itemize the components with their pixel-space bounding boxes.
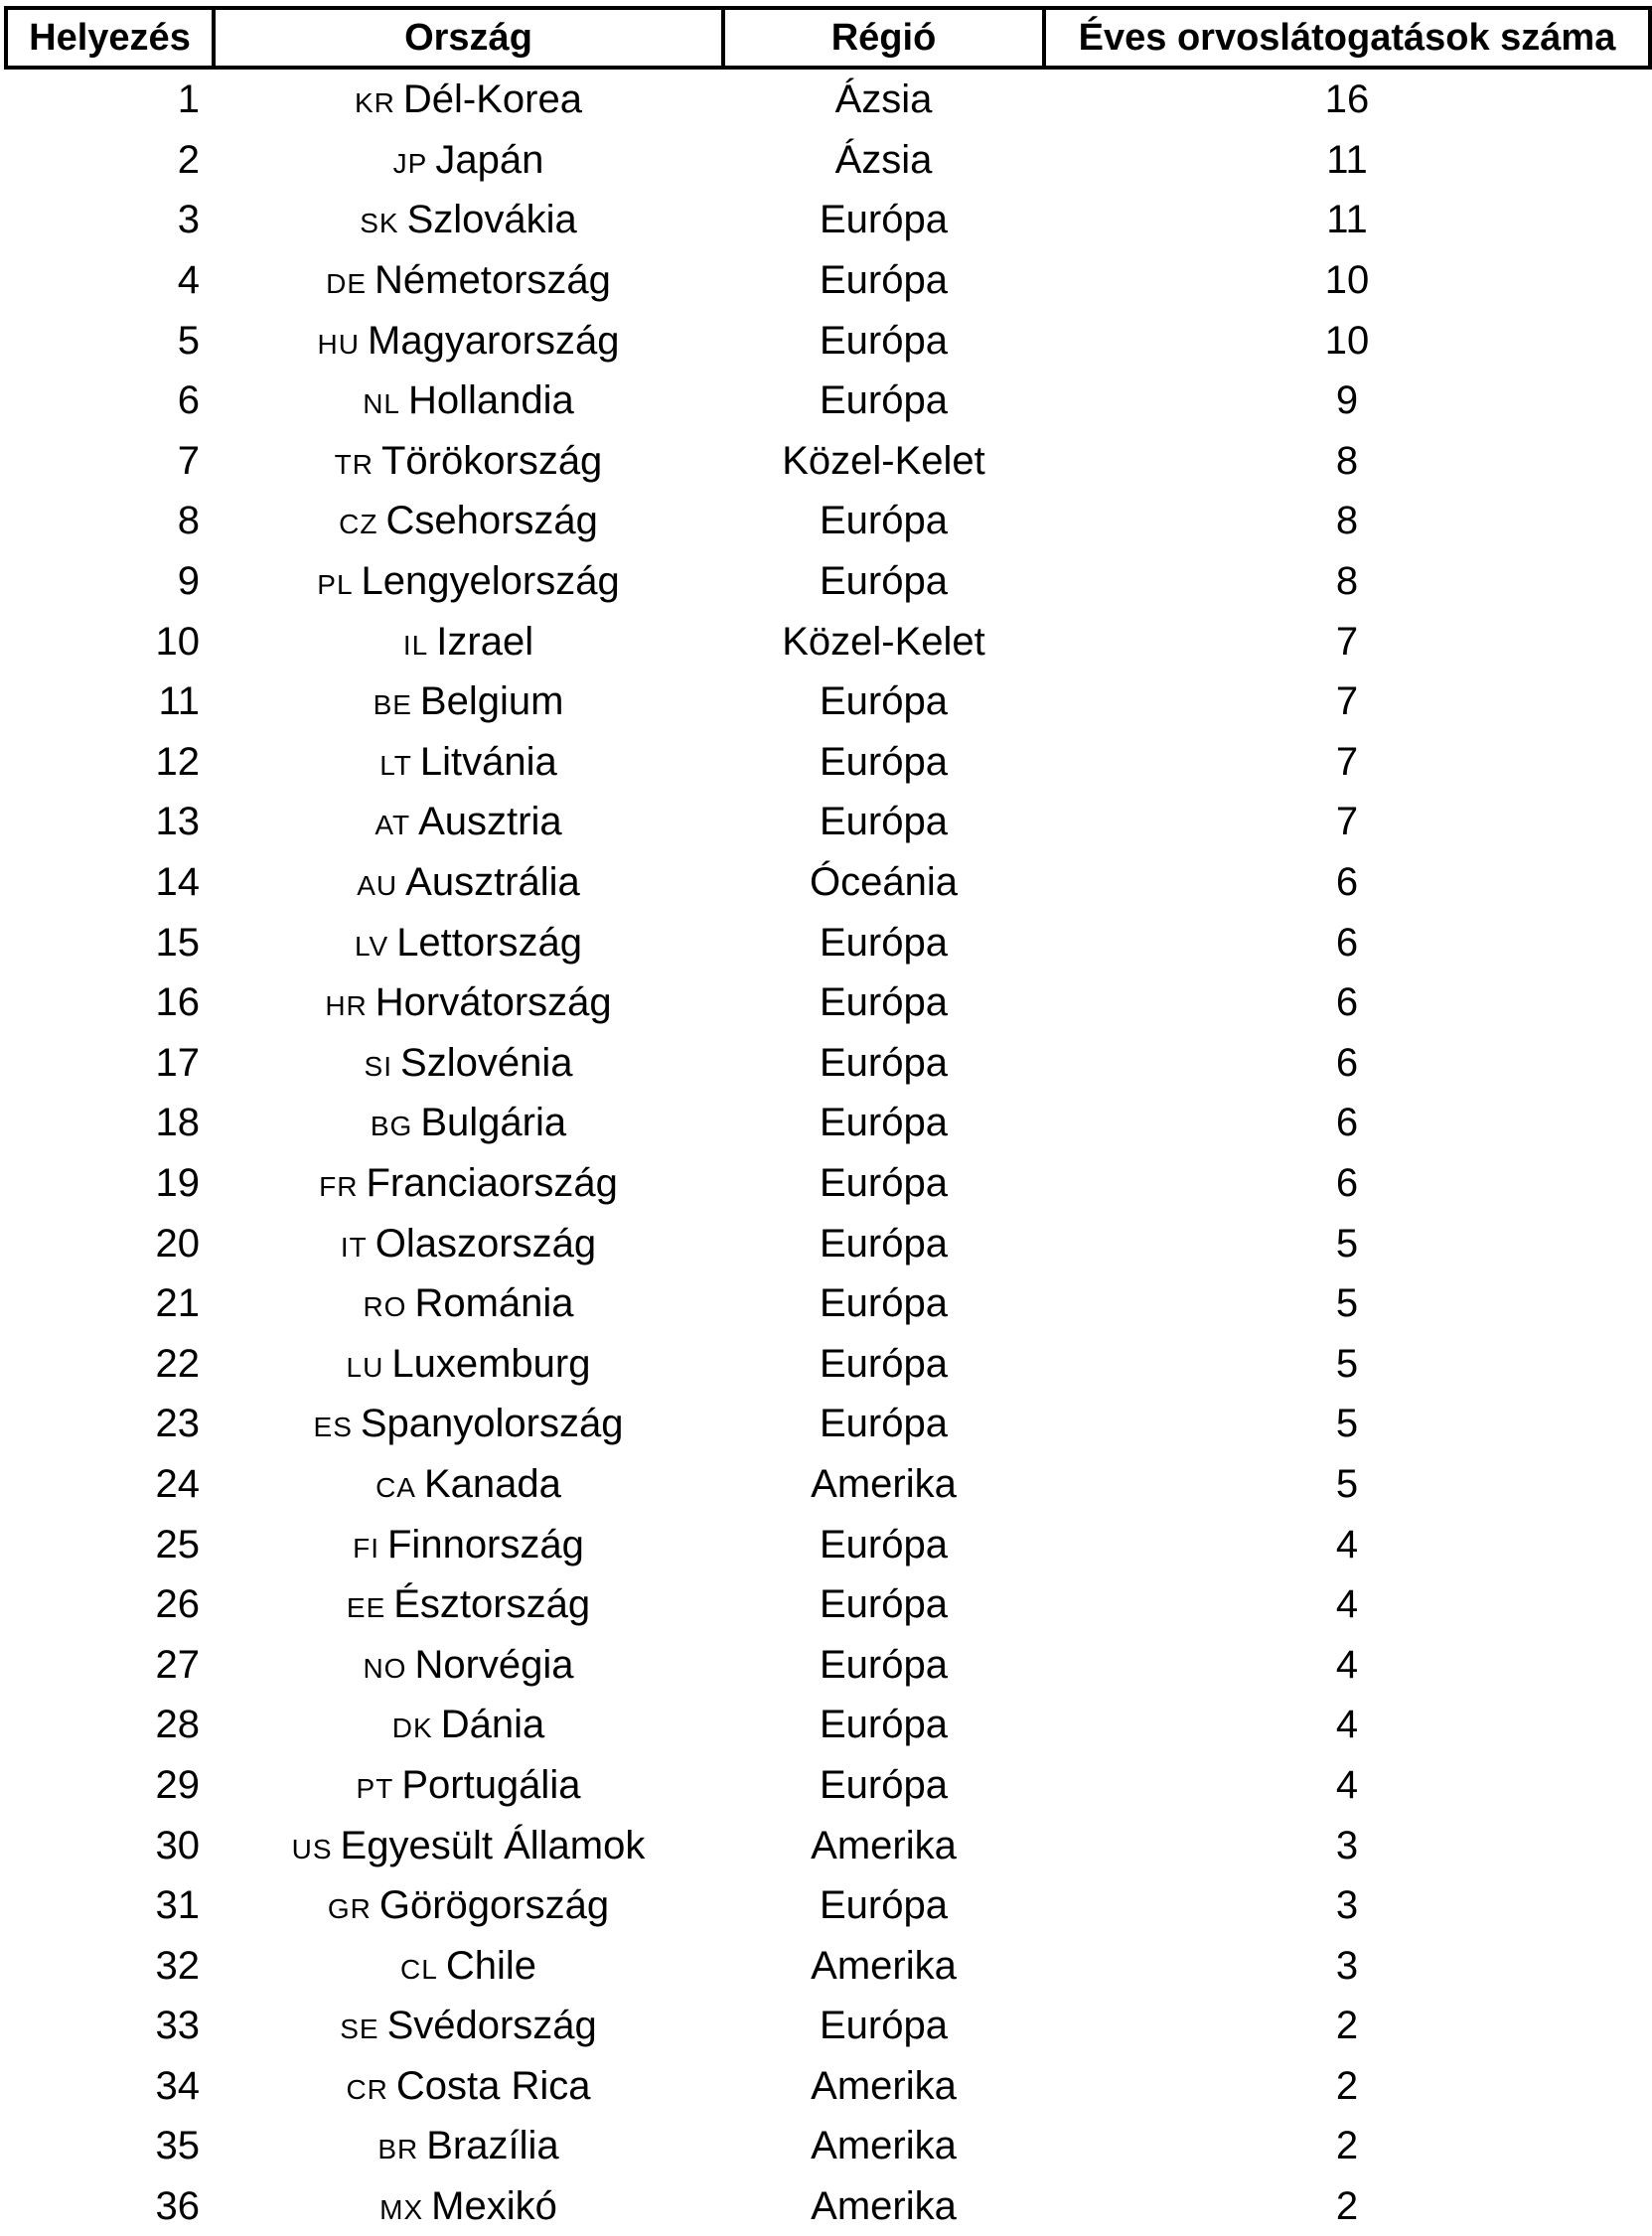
- rank-cell: 14: [155, 860, 200, 905]
- table-row: [6, 250, 1650, 311]
- region-cell: Európa: [820, 739, 948, 784]
- country-name: Szlovénia: [400, 1040, 573, 1085]
- country-cell: [214, 611, 723, 671]
- rank-cell: 11: [158, 679, 200, 724]
- country-cell: [214, 190, 723, 250]
- table-row: [6, 1935, 1650, 1996]
- country-code: CA: [375, 1471, 416, 1503]
- country-cell: [214, 1273, 723, 1334]
- country-code: RO: [363, 1291, 407, 1323]
- table-row: [6, 1875, 1650, 1936]
- country-code: JP: [392, 147, 428, 179]
- country-cell: [214, 2176, 723, 2236]
- country-code: CZ: [339, 509, 378, 540]
- rank-cell: 7: [177, 438, 200, 483]
- table-row: [6, 1333, 1650, 1394]
- table-row: [6, 1093, 1650, 1153]
- country-code: PL: [317, 569, 354, 601]
- country-code: CL: [400, 1953, 438, 1985]
- table-row: [6, 2056, 1650, 2117]
- region-cell: Óceánia: [810, 860, 958, 905]
- visits-cell: 4: [1335, 1703, 1359, 1747]
- country-cell: [214, 972, 723, 1033]
- table-row: [6, 190, 1650, 250]
- country-code: SI: [364, 1050, 393, 1082]
- region-cell: Európa: [820, 800, 948, 844]
- table-row: [6, 1394, 1650, 1454]
- country-code: LV: [355, 930, 389, 962]
- country-name: Izrael: [436, 619, 534, 664]
- table-row: [6, 1273, 1650, 1334]
- country-name: Hollandia: [408, 378, 574, 423]
- table-row: [6, 2116, 1650, 2176]
- rank-cell: 26: [155, 1582, 200, 1627]
- country-name: Finnország: [387, 1522, 584, 1566]
- visits-cell: 3: [1335, 1883, 1359, 1928]
- rank-cell: 2: [177, 137, 200, 182]
- table-body: [6, 68, 1650, 2236]
- rank-cell: 10: [155, 619, 200, 664]
- country-cell: [214, 792, 723, 852]
- visits-cell: 5: [1335, 1221, 1359, 1266]
- table-header-row: [6, 8, 1650, 68]
- rank-cell: 6: [177, 378, 200, 423]
- country-cell: [214, 1333, 723, 1394]
- country-cell: [214, 1153, 723, 1214]
- country-name: Japán: [435, 137, 544, 182]
- country-code: GR: [327, 1893, 372, 1925]
- region-cell: Európa: [820, 2004, 948, 2048]
- country-code: BR: [377, 2134, 419, 2165]
- country-name: Dánia: [440, 1703, 545, 1747]
- country-cell: [214, 1935, 723, 1996]
- visits-cell: 4: [1335, 1522, 1359, 1566]
- visits-cell: 6: [1335, 980, 1359, 1025]
- rank-cell: 17: [155, 1040, 200, 1085]
- region-cell: Ázsia: [834, 77, 933, 122]
- country-name: Luxemburg: [391, 1341, 591, 1386]
- visits-cell: 16: [1324, 77, 1370, 122]
- country-cell: [214, 1213, 723, 1273]
- country-code: HU: [317, 328, 360, 360]
- visits-cell: 2: [1335, 2124, 1359, 2168]
- visits-cell: 6: [1335, 920, 1359, 965]
- header-rank: Helyezés: [6, 8, 214, 68]
- visits-cell: 7: [1335, 800, 1359, 844]
- region-cell: Európa: [820, 1762, 948, 1807]
- rank-cell: 33: [155, 2004, 200, 2048]
- country-code: CR: [346, 2073, 388, 2105]
- country-cell: [214, 1634, 723, 1695]
- visits-cell: 5: [1335, 1461, 1359, 1506]
- visits-cell: 2: [1335, 2184, 1359, 2229]
- region-cell: Amerika: [811, 2063, 957, 2108]
- country-name: Észtország: [393, 1582, 591, 1627]
- visits-cell: 6: [1335, 860, 1359, 905]
- country-name: Lengyelország: [361, 559, 620, 604]
- rank-cell: 20: [155, 1221, 200, 1266]
- country-name: Norvégia: [414, 1642, 574, 1687]
- country-cell: [214, 551, 723, 612]
- country-cell: [214, 1033, 723, 1094]
- visits-cell: 4: [1335, 1762, 1359, 1807]
- region-cell: Európa: [820, 1642, 948, 1687]
- region-cell: Európa: [820, 920, 948, 965]
- region-cell: Közel-Kelet: [782, 619, 985, 664]
- country-code: US: [291, 1833, 333, 1864]
- visits-cell: 9: [1335, 378, 1359, 423]
- country-code: SE: [340, 2013, 379, 2045]
- country-name: Chile: [445, 1943, 536, 1988]
- table-row: [6, 732, 1650, 793]
- country-name: Franciaország: [366, 1160, 618, 1205]
- region-cell: Európa: [820, 1101, 948, 1145]
- country-cell: [214, 371, 723, 431]
- region-cell: Európa: [820, 378, 948, 423]
- country-cell: [214, 732, 723, 793]
- region-cell: Ázsia: [834, 137, 933, 182]
- table-row: [6, 130, 1650, 191]
- country-code: NL: [363, 388, 400, 420]
- rank-cell: 30: [155, 1823, 200, 1867]
- table-row: [6, 1634, 1650, 1695]
- visits-cell: 8: [1335, 559, 1359, 604]
- country-name: Magyarország: [368, 318, 620, 363]
- region-cell: Európa: [820, 1883, 948, 1928]
- country-code: HR: [325, 990, 368, 1022]
- region-cell: Európa: [820, 318, 948, 363]
- country-name: Spanyolország: [360, 1402, 624, 1446]
- rank-cell: 36: [155, 2184, 200, 2229]
- country-cell: [214, 1514, 723, 1574]
- region-cell: Európa: [820, 1160, 948, 1205]
- region-cell: Amerika: [811, 1823, 957, 1867]
- table-row: [6, 852, 1650, 913]
- table-row: [6, 1695, 1650, 1755]
- country-code: ES: [313, 1412, 353, 1443]
- region-cell: Európa: [820, 1582, 948, 1627]
- visits-cell: 3: [1335, 1823, 1359, 1867]
- rank-cell: 35: [155, 2124, 200, 2168]
- rank-cell: 13: [155, 800, 200, 844]
- region-cell: Európa: [820, 1402, 948, 1446]
- region-cell: Európa: [820, 1221, 948, 1266]
- visits-cell: 10: [1324, 258, 1370, 303]
- country-code: AT: [375, 810, 411, 841]
- table-row: [6, 491, 1650, 551]
- region-cell: Európa: [820, 198, 948, 242]
- country-name: Románia: [414, 1281, 574, 1326]
- region-cell: Európa: [820, 1341, 948, 1386]
- rank-cell: 9: [177, 559, 200, 604]
- country-cell: [214, 912, 723, 972]
- visits-cell: 7: [1335, 679, 1359, 724]
- visits-cell: 4: [1335, 1582, 1359, 1627]
- country-name: Lettország: [396, 920, 582, 965]
- country-cell: [214, 671, 723, 732]
- visits-cell: 11: [1326, 198, 1368, 242]
- country-name: Svédország: [386, 2004, 597, 2048]
- country-code: LU: [346, 1351, 384, 1383]
- region-cell: Amerika: [811, 2184, 957, 2229]
- table-row: [6, 68, 1650, 130]
- table-row: [6, 1033, 1650, 1094]
- region-cell: Amerika: [811, 1943, 957, 1988]
- country-name: Bulgária: [420, 1101, 567, 1145]
- country-name: Törökország: [381, 438, 603, 483]
- country-name: Portugália: [401, 1762, 581, 1807]
- table-row: [6, 1574, 1650, 1635]
- region-cell: Európa: [820, 1040, 948, 1085]
- country-code: BG: [370, 1111, 413, 1142]
- visits-cell: 5: [1335, 1281, 1359, 1326]
- visits-cell: 2: [1335, 2004, 1359, 2048]
- region-cell: Európa: [820, 980, 948, 1025]
- rank-cell: 4: [177, 258, 200, 303]
- country-name: Ausztria: [418, 800, 562, 844]
- table-row: [6, 1996, 1650, 2056]
- table-row: [6, 371, 1650, 431]
- visits-cell: 4: [1335, 1642, 1359, 1687]
- table-row: [6, 792, 1650, 852]
- region-cell: Európa: [820, 679, 948, 724]
- country-cell: [214, 852, 723, 913]
- country-cell: [214, 1093, 723, 1153]
- country-code: KR: [355, 87, 395, 119]
- visits-cell: 5: [1335, 1341, 1359, 1386]
- country-name: Szlovákia: [406, 198, 577, 242]
- rank-cell: 16: [155, 980, 200, 1025]
- country-name: Ausztrália: [405, 860, 580, 905]
- table-row: [6, 611, 1650, 671]
- country-cell: [214, 310, 723, 371]
- region-cell: Európa: [820, 1703, 948, 1747]
- country-name: Csehország: [385, 499, 598, 543]
- visits-cell: 6: [1335, 1040, 1359, 1085]
- region-cell: Európa: [820, 1281, 948, 1326]
- country-code: DE: [326, 268, 368, 300]
- rank-cell: 5: [177, 318, 200, 363]
- country-cell: [214, 2056, 723, 2117]
- country-code: LT: [379, 749, 412, 781]
- rank-cell: 18: [155, 1101, 200, 1145]
- country-code: IL: [402, 629, 429, 661]
- region-cell: Amerika: [811, 1461, 957, 1506]
- country-name: Egyesült Államok: [340, 1823, 646, 1867]
- country-cell: [214, 1574, 723, 1635]
- country-code: AU: [357, 870, 398, 902]
- rank-cell: 32: [155, 1943, 200, 1988]
- table-row: [6, 1514, 1650, 1574]
- visits-cell: 7: [1335, 739, 1359, 784]
- country-code: FR: [319, 1170, 359, 1202]
- rank-cell: 12: [155, 739, 200, 784]
- region-cell: Európa: [820, 1522, 948, 1566]
- country-name: Dél-Korea: [402, 77, 582, 122]
- table-row: [6, 310, 1650, 371]
- rank-cell: 15: [155, 920, 200, 965]
- table-row: [6, 2176, 1650, 2236]
- rank-cell: 19: [155, 1160, 200, 1205]
- rank-cell: 24: [155, 1461, 200, 1506]
- country-name: Olaszország: [375, 1221, 597, 1266]
- region-cell: Közel-Kelet: [782, 438, 985, 483]
- country-name: Németország: [375, 258, 611, 303]
- country-cell: [214, 68, 723, 130]
- country-cell: [214, 130, 723, 191]
- visits-cell: 10: [1324, 318, 1370, 363]
- region-cell: Európa: [820, 499, 948, 543]
- header-visits: Éves orvoslátogatások száma: [1044, 8, 1650, 68]
- table-row: [6, 551, 1650, 612]
- country-code: FI: [353, 1532, 379, 1564]
- region-cell: Európa: [820, 559, 948, 604]
- visits-cell: 5: [1335, 1402, 1359, 1446]
- visits-cell: 8: [1335, 438, 1359, 483]
- country-name: Görögország: [378, 1883, 610, 1928]
- table-row: [6, 1153, 1650, 1214]
- ranking-table: [4, 6, 1652, 2236]
- visits-cell: 6: [1335, 1101, 1359, 1145]
- country-cell: [214, 1815, 723, 1875]
- rank-cell: 1: [177, 77, 200, 122]
- country-cell: [214, 1996, 723, 2056]
- country-code: DK: [391, 1713, 433, 1744]
- country-code: IT: [340, 1231, 368, 1263]
- country-name: Litvánia: [419, 739, 557, 784]
- rank-cell: 27: [155, 1642, 200, 1687]
- table-row: [6, 1213, 1650, 1273]
- country-cell: [214, 1394, 723, 1454]
- table-row: [6, 1755, 1650, 1816]
- country-code: EE: [346, 1592, 386, 1624]
- table-row: [6, 1454, 1650, 1515]
- country-code: NO: [363, 1652, 407, 1684]
- country-name: Kanada: [423, 1461, 561, 1506]
- header-country: Ország: [214, 8, 723, 68]
- rank-cell: 29: [155, 1762, 200, 1807]
- visits-cell: 8: [1335, 499, 1359, 543]
- region-cell: Európa: [820, 258, 948, 303]
- rank-cell: 21: [155, 1281, 200, 1326]
- country-cell: [214, 1755, 723, 1816]
- country-cell: [214, 431, 723, 492]
- country-cell: [214, 1875, 723, 1936]
- country-cell: [214, 250, 723, 311]
- country-code: PT: [356, 1772, 394, 1804]
- region-cell: Amerika: [811, 2124, 957, 2168]
- country-name: Mexikó: [431, 2184, 557, 2229]
- visits-cell: 6: [1335, 1160, 1359, 1205]
- rank-cell: 31: [155, 1883, 200, 1928]
- visits-cell: 2: [1335, 2063, 1359, 2108]
- country-name: Costa Rica: [395, 2063, 591, 2108]
- visits-cell: 3: [1335, 1943, 1359, 1988]
- rank-cell: 23: [155, 1402, 200, 1446]
- country-code: SK: [360, 208, 399, 239]
- rank-cell: 28: [155, 1703, 200, 1747]
- country-code: BE: [373, 689, 412, 721]
- country-name: Belgium: [419, 679, 564, 724]
- rank-cell: 3: [177, 198, 200, 242]
- table-row: [6, 431, 1650, 492]
- rank-cell: 22: [155, 1341, 200, 1386]
- header-region: Régió: [723, 8, 1044, 68]
- rank-cell: 25: [155, 1522, 200, 1566]
- country-code: MX: [379, 2194, 424, 2226]
- country-name: Brazília: [426, 2124, 559, 2168]
- table-row: [6, 671, 1650, 732]
- country-cell: [214, 1695, 723, 1755]
- table-row: [6, 972, 1650, 1033]
- table-row: [6, 912, 1650, 972]
- country-code: TR: [334, 448, 374, 480]
- country-cell: [214, 2116, 723, 2176]
- country-name: Horvátország: [375, 980, 612, 1025]
- rank-cell: 8: [177, 499, 200, 543]
- rank-cell: 34: [155, 2063, 200, 2108]
- table-row: [6, 1815, 1650, 1875]
- country-cell: [214, 491, 723, 551]
- country-cell: [214, 1454, 723, 1515]
- visits-cell: 7: [1335, 619, 1359, 664]
- visits-cell: 11: [1326, 137, 1368, 182]
